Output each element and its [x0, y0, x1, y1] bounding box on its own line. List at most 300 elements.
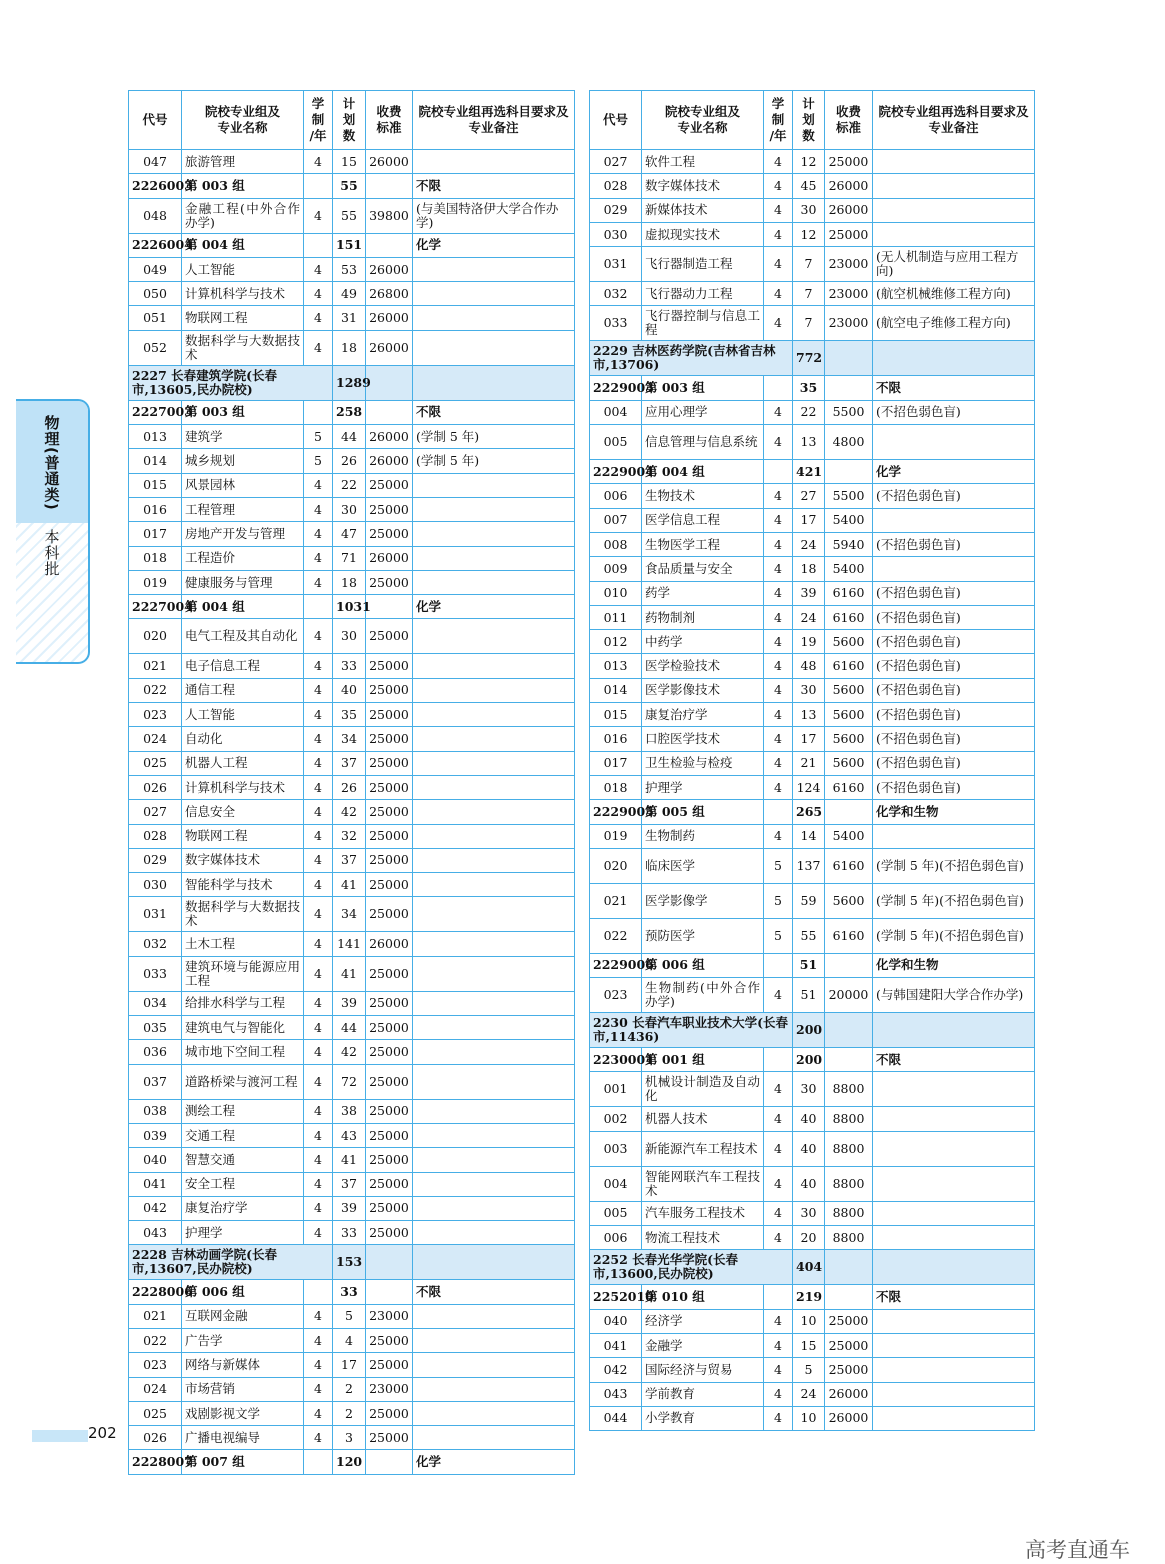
plan-count: 39 — [333, 1196, 366, 1220]
remarks — [413, 522, 575, 546]
fee: 25000 — [366, 678, 413, 702]
years: 4 — [304, 1172, 333, 1196]
plan-count: 53 — [333, 257, 366, 281]
remarks — [413, 1221, 575, 1245]
major-name: 戏剧影视文学 — [182, 1401, 304, 1425]
major-name: 安全工程 — [182, 1172, 304, 1196]
major-row — [129, 751, 575, 775]
fee — [366, 1450, 413, 1474]
fee: 5600 — [825, 678, 873, 702]
years: 4 — [764, 425, 793, 460]
major-name: 智慧交通 — [182, 1148, 304, 1172]
fee: 25000 — [366, 1040, 413, 1064]
major-code: 041 — [590, 1333, 642, 1357]
table-body — [590, 150, 1035, 1431]
years: 4 — [304, 775, 333, 799]
major-row — [129, 522, 575, 546]
group-name: 第 007 组 — [182, 1450, 304, 1474]
fee: 5400 — [825, 508, 873, 532]
remarks — [873, 1358, 1035, 1382]
remarks — [413, 775, 575, 799]
plan-count: 7 — [793, 306, 825, 341]
major-name: 机器人技术 — [642, 1107, 764, 1131]
major-code: 048 — [129, 198, 182, 233]
remarks — [413, 330, 575, 365]
fee: 25000 — [366, 956, 413, 991]
major-row — [129, 425, 575, 449]
plan-count: 19 — [793, 630, 825, 654]
remarks — [413, 1328, 575, 1352]
fee: 8800 — [825, 1107, 873, 1131]
major-code: 017 — [129, 522, 182, 546]
remarks: (不招色弱色盲) — [873, 484, 1035, 508]
years — [304, 595, 333, 619]
subject-requirement: 不限 — [413, 1280, 575, 1304]
major-row — [590, 306, 1035, 341]
plan-count: 30 — [793, 678, 825, 702]
major-code: 022 — [129, 678, 182, 702]
major-row — [129, 306, 575, 330]
major-name: 智能网联汽车工程技术 — [642, 1166, 764, 1201]
major-code: 007 — [590, 508, 642, 532]
major-row — [590, 678, 1035, 702]
fee — [825, 341, 873, 376]
major-code: 025 — [129, 751, 182, 775]
major-code: 042 — [129, 1196, 182, 1220]
major-row — [129, 1196, 575, 1220]
plan-count: 2 — [333, 1377, 366, 1401]
fee: 26800 — [366, 282, 413, 306]
years — [304, 400, 333, 424]
plan-count: 40 — [793, 1131, 825, 1166]
remarks — [873, 1131, 1035, 1166]
major-code: 015 — [129, 473, 182, 497]
plan-count: 55 — [793, 918, 825, 953]
fee: 26000 — [366, 150, 413, 174]
major-code: 049 — [129, 257, 182, 281]
major-row — [129, 1304, 575, 1328]
major-code: 037 — [129, 1064, 182, 1099]
remarks — [413, 473, 575, 497]
fee: 6160 — [825, 654, 873, 678]
major-name: 金融工程(中外合作办学) — [182, 198, 304, 233]
remarks: (不招色弱色盲) — [873, 654, 1035, 678]
major-name: 飞行器制造工程 — [642, 247, 764, 282]
years: 4 — [304, 654, 333, 678]
institution-row — [590, 341, 1035, 376]
subject-requirement: 化学 — [413, 1450, 575, 1474]
plan-count: 35 — [793, 376, 825, 400]
remarks — [413, 1099, 575, 1123]
years: 4 — [764, 222, 793, 246]
major-code: 030 — [129, 873, 182, 897]
remarks: (学制 5 年) — [413, 449, 575, 473]
group-row — [590, 460, 1035, 484]
major-row — [590, 508, 1035, 532]
plan-count: 40 — [793, 1107, 825, 1131]
major-name: 风景园林 — [182, 473, 304, 497]
years: 4 — [764, 1107, 793, 1131]
section-side-tab — [16, 399, 90, 664]
major-name: 广播电视编导 — [182, 1426, 304, 1450]
years: 4 — [764, 198, 793, 222]
years: 4 — [764, 824, 793, 848]
institution-name: 2228 吉林动画学院(长春市,13607,民办院校) — [129, 1245, 333, 1280]
major-code: 015 — [590, 703, 642, 727]
years: 5 — [304, 425, 333, 449]
remarks — [413, 848, 575, 872]
remarks — [413, 991, 575, 1015]
group-row — [590, 1048, 1035, 1072]
major-row — [129, 1040, 575, 1064]
major-row — [590, 425, 1035, 460]
fee: 23000 — [366, 1377, 413, 1401]
major-code: 017 — [590, 751, 642, 775]
major-row — [129, 800, 575, 824]
years: 4 — [764, 1406, 793, 1430]
major-row — [590, 1166, 1035, 1201]
group-name: 第 003 组 — [182, 174, 304, 198]
plan-count: 421 — [793, 460, 825, 484]
plan-count: 15 — [333, 150, 366, 174]
fee: 5400 — [825, 824, 873, 848]
table-header-row — [129, 91, 575, 150]
remarks: (航空电子维修工程方向) — [873, 306, 1035, 341]
subject-requirement: 不限 — [413, 400, 575, 424]
major-name: 广告学 — [182, 1328, 304, 1352]
plan-count: 200 — [793, 1013, 825, 1048]
years: 4 — [304, 1401, 333, 1425]
fee: 6160 — [825, 775, 873, 799]
major-name: 信息安全 — [182, 800, 304, 824]
major-row — [590, 605, 1035, 629]
remarks — [413, 956, 575, 991]
major-code: 022 — [129, 1328, 182, 1352]
major-name: 生物医学工程 — [642, 532, 764, 556]
major-row — [590, 727, 1035, 751]
remarks — [413, 365, 575, 400]
fee: 5600 — [825, 883, 873, 918]
years: 4 — [304, 282, 333, 306]
group-code: 2229006 — [590, 953, 642, 977]
subject-requirement: 化学 — [413, 595, 575, 619]
major-row — [590, 581, 1035, 605]
fee: 25000 — [366, 824, 413, 848]
major-row — [129, 150, 575, 174]
remarks — [413, 257, 575, 281]
fee: 25000 — [366, 727, 413, 751]
years: 4 — [764, 1309, 793, 1333]
major-name: 物联网工程 — [182, 306, 304, 330]
remarks — [413, 1401, 575, 1425]
plan-count: 30 — [793, 198, 825, 222]
major-row — [590, 1358, 1035, 1382]
plan-count: 39 — [333, 991, 366, 1015]
major-code: 023 — [129, 1353, 182, 1377]
major-name: 自动化 — [182, 727, 304, 751]
fee: 26000 — [366, 546, 413, 570]
fee — [825, 800, 873, 824]
plan-count: 120 — [333, 1450, 366, 1474]
major-name: 护理学 — [642, 775, 764, 799]
remarks: (不招色弱色盲) — [873, 678, 1035, 702]
fee: 25000 — [366, 703, 413, 727]
years — [304, 1450, 333, 1474]
plan-count: 3 — [333, 1426, 366, 1450]
major-row — [129, 1172, 575, 1196]
major-name: 软件工程 — [642, 150, 764, 174]
col-plan-header: 计 划 数 — [333, 91, 366, 150]
remarks — [413, 751, 575, 775]
years: 4 — [304, 678, 333, 702]
major-row — [129, 473, 575, 497]
fee: 8800 — [825, 1131, 873, 1166]
remarks — [413, 824, 575, 848]
plan-count: 51 — [793, 978, 825, 1013]
remarks — [873, 1107, 1035, 1131]
years — [764, 376, 793, 400]
major-row — [129, 848, 575, 872]
major-code: 040 — [590, 1309, 642, 1333]
remarks: (学制 5 年)(不招色弱色盲) — [873, 848, 1035, 883]
years: 4 — [764, 247, 793, 282]
major-row — [590, 1201, 1035, 1225]
major-name: 医学影像学 — [642, 883, 764, 918]
major-code: 031 — [129, 897, 182, 932]
years: 4 — [304, 198, 333, 233]
major-row — [129, 198, 575, 233]
fee: 25000 — [366, 1064, 413, 1099]
major-name: 国际经济与贸易 — [642, 1358, 764, 1382]
remarks — [873, 222, 1035, 246]
major-row — [590, 282, 1035, 306]
remarks: (不招色弱色盲) — [873, 775, 1035, 799]
years: 4 — [304, 897, 333, 932]
years: 4 — [764, 532, 793, 556]
major-name: 康复治疗学 — [182, 1196, 304, 1220]
years: 4 — [304, 150, 333, 174]
fee: 5500 — [825, 484, 873, 508]
fee: 26000 — [825, 174, 873, 198]
major-name: 信息管理与信息系统 — [642, 425, 764, 460]
group-code: 2229005 — [590, 800, 642, 824]
years: 4 — [304, 1426, 333, 1450]
years: 4 — [304, 1123, 333, 1147]
remarks — [873, 1226, 1035, 1250]
years: 4 — [764, 484, 793, 508]
major-name: 旅游管理 — [182, 150, 304, 174]
plan-count: 71 — [333, 546, 366, 570]
years: 5 — [764, 848, 793, 883]
major-code: 006 — [590, 1226, 642, 1250]
major-row — [129, 546, 575, 570]
years: 4 — [764, 150, 793, 174]
fee: 5600 — [825, 727, 873, 751]
remarks — [413, 1040, 575, 1064]
major-row — [129, 932, 575, 956]
major-code: 005 — [590, 425, 642, 460]
fee: 25000 — [366, 1196, 413, 1220]
plan-count: 200 — [793, 1048, 825, 1072]
plan-count: 49 — [333, 282, 366, 306]
major-name: 生物制药 — [642, 824, 764, 848]
remarks — [873, 508, 1035, 532]
major-row — [129, 1377, 575, 1401]
remarks — [413, 1172, 575, 1196]
remarks — [873, 557, 1035, 581]
remarks — [873, 1201, 1035, 1225]
major-code: 028 — [129, 824, 182, 848]
major-row — [590, 978, 1035, 1013]
plan-count: 258 — [333, 400, 366, 424]
group-row — [590, 953, 1035, 977]
plan-count: 40 — [333, 678, 366, 702]
major-code: 042 — [590, 1358, 642, 1382]
major-code: 008 — [590, 532, 642, 556]
years: 5 — [764, 918, 793, 953]
plan-count: 17 — [793, 727, 825, 751]
fee: 5400 — [825, 557, 873, 581]
years: 4 — [764, 1166, 793, 1201]
major-row — [590, 400, 1035, 424]
major-row — [590, 630, 1035, 654]
years: 4 — [304, 570, 333, 594]
fee: 23000 — [366, 1304, 413, 1328]
major-code: 052 — [129, 330, 182, 365]
years: 4 — [304, 956, 333, 991]
fee — [825, 376, 873, 400]
major-name: 金融学 — [642, 1333, 764, 1357]
years — [764, 460, 793, 484]
major-name: 飞行器动力工程 — [642, 282, 764, 306]
years: 4 — [304, 1221, 333, 1245]
plan-count: 43 — [333, 1123, 366, 1147]
plan-count: 55 — [333, 198, 366, 233]
major-row — [590, 1107, 1035, 1131]
remarks — [413, 703, 575, 727]
fee: 25000 — [366, 654, 413, 678]
plan-count: 151 — [333, 233, 366, 257]
major-name: 数字媒体技术 — [642, 174, 764, 198]
remarks: (不招色弱色盲) — [873, 581, 1035, 605]
major-row — [590, 1072, 1035, 1107]
col-fee-header: 收费 标准 — [825, 91, 873, 150]
fee: 23000 — [825, 247, 873, 282]
fee: 8800 — [825, 1201, 873, 1225]
major-name: 数据科学与大数据技术 — [182, 330, 304, 365]
years: 4 — [764, 605, 793, 629]
fee: 25000 — [366, 497, 413, 521]
years: 4 — [764, 508, 793, 532]
plan-count: 33 — [333, 1221, 366, 1245]
years: 4 — [304, 1353, 333, 1377]
fee — [825, 1048, 873, 1072]
fee: 8800 — [825, 1072, 873, 1107]
major-code: 043 — [129, 1221, 182, 1245]
years: 4 — [764, 775, 793, 799]
fee: 25000 — [366, 1328, 413, 1352]
major-row — [590, 824, 1035, 848]
plan-count: 17 — [793, 508, 825, 532]
plan-count: 4 — [333, 1328, 366, 1352]
plan-count: 39 — [793, 581, 825, 605]
plan-count: 55 — [333, 174, 366, 198]
batch-label: 本科批 — [42, 529, 61, 577]
group-row — [129, 595, 575, 619]
major-row — [590, 1131, 1035, 1166]
years: 4 — [304, 1377, 333, 1401]
group-name: 第 005 组 — [642, 800, 764, 824]
major-row — [590, 222, 1035, 246]
plan-count: 44 — [333, 425, 366, 449]
major-row — [590, 532, 1035, 556]
plan-count: 10 — [793, 1309, 825, 1333]
major-row — [129, 1353, 575, 1377]
major-code: 027 — [590, 150, 642, 174]
major-name: 药物制剂 — [642, 605, 764, 629]
col-fee-header: 收费 标准 — [366, 91, 413, 150]
col-years-header: 学 制 /年 — [304, 91, 333, 150]
major-row — [129, 1328, 575, 1352]
major-name: 机械设计制造及自动化 — [642, 1072, 764, 1107]
major-code: 021 — [129, 654, 182, 678]
institution-row — [129, 1245, 575, 1280]
fee: 26000 — [825, 1406, 873, 1430]
group-row — [129, 1450, 575, 1474]
major-row — [129, 897, 575, 932]
remarks — [873, 150, 1035, 174]
major-code: 004 — [590, 400, 642, 424]
plan-count: 18 — [793, 557, 825, 581]
fee — [825, 1285, 873, 1309]
years: 4 — [764, 1382, 793, 1406]
group-code: 2252010 — [590, 1285, 642, 1309]
group-name: 第 006 组 — [182, 1280, 304, 1304]
major-code: 027 — [129, 800, 182, 824]
remarks: (不招色弱色盲) — [873, 605, 1035, 629]
plan-count: 22 — [333, 473, 366, 497]
major-name: 药学 — [642, 581, 764, 605]
col-plan-header: 计 划 数 — [793, 91, 825, 150]
fee: 25000 — [366, 1353, 413, 1377]
group-name: 第 003 组 — [182, 400, 304, 424]
major-name: 康复治疗学 — [642, 703, 764, 727]
plan-count: 42 — [333, 800, 366, 824]
remarks — [873, 1333, 1035, 1357]
major-row — [590, 1333, 1035, 1357]
major-row — [129, 678, 575, 702]
plan-count: 37 — [333, 848, 366, 872]
remarks — [873, 1072, 1035, 1107]
major-code: 033 — [590, 306, 642, 341]
fee: 25000 — [825, 150, 873, 174]
plan-count: 18 — [333, 330, 366, 365]
fee: 25000 — [366, 570, 413, 594]
remarks — [413, 678, 575, 702]
subject-requirement: 不限 — [873, 376, 1035, 400]
plan-count: 31 — [333, 306, 366, 330]
major-name: 建筑学 — [182, 425, 304, 449]
major-code: 040 — [129, 1148, 182, 1172]
major-name: 房地产开发与管理 — [182, 522, 304, 546]
major-name: 通信工程 — [182, 678, 304, 702]
major-row — [129, 1123, 575, 1147]
plan-count: 30 — [333, 497, 366, 521]
fee: 25000 — [366, 873, 413, 897]
major-name: 道路桥梁与渡河工程 — [182, 1064, 304, 1099]
years: 4 — [764, 400, 793, 424]
major-name: 小学教育 — [642, 1406, 764, 1430]
